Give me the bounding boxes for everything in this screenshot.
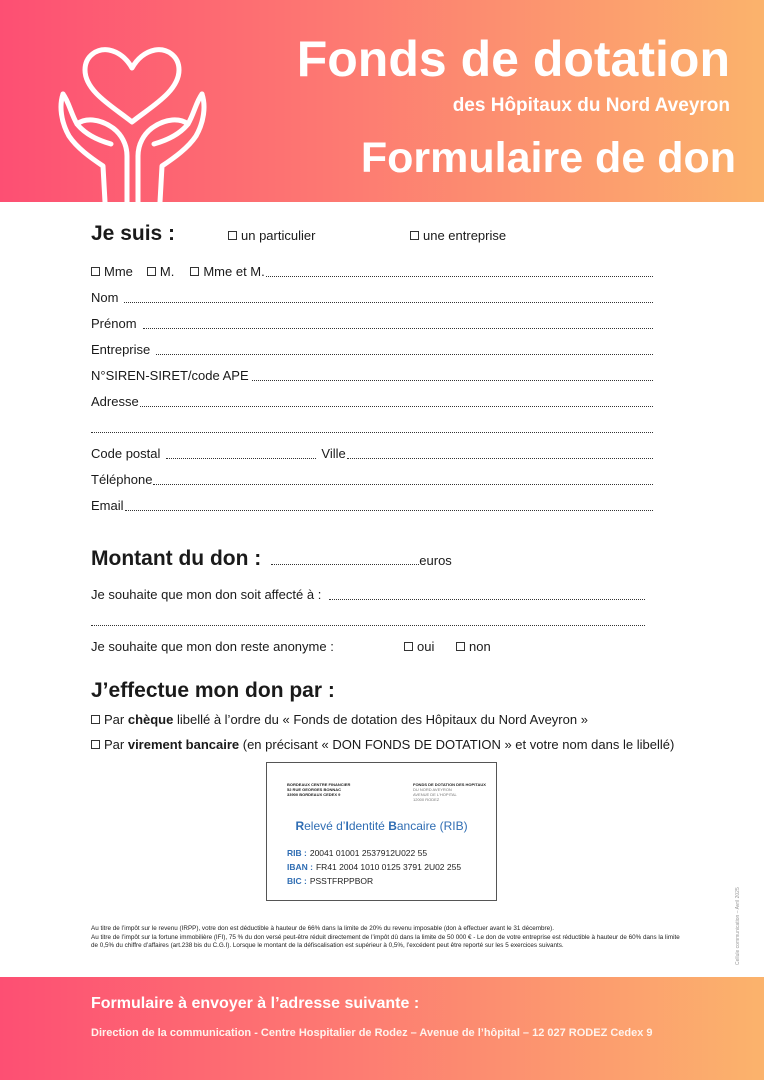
- field-label: N°SIREN-SIRET/code APE: [91, 368, 249, 383]
- option-text: (en précisant « DON FONDS DE DOTATION » et votre nom dans le libellé): [239, 737, 675, 752]
- entreprise-field[interactable]: [91, 342, 653, 358]
- amount-unit: euros: [419, 553, 452, 568]
- fill-line[interactable]: [140, 406, 653, 407]
- fill-line[interactable]: [153, 484, 653, 485]
- checkbox-label: M.: [159, 264, 175, 279]
- ville-fill-line[interactable]: [347, 458, 653, 459]
- prenom-field[interactable]: [91, 316, 653, 332]
- anonyme-label: Je souhaite que mon don reste anonyme :: [91, 639, 334, 654]
- field-label: Nom: [91, 290, 119, 305]
- checkbox-cheque[interactable]: [91, 712, 588, 728]
- checkbox-label: un particulier: [241, 228, 316, 243]
- amount-section-title: Montant du don :: [91, 547, 262, 570]
- rib-value: 20041 01001 2537912U022 55: [309, 848, 428, 858]
- checkbox-square[interactable]: [410, 231, 419, 240]
- amount-fill-line[interactable]: [271, 564, 419, 565]
- adresse-continued-field[interactable]: [91, 420, 653, 436]
- holder-address-line: FONDS DE DOTATION DES HOPITAUX: [413, 782, 486, 787]
- tax-note-irpp: Au titre de l’impôt sur le revenu (IRPP), votre don est déductible à hauteur de 66% dans la limite de 20% du revenu imposable (don à effectuer avant le 31 décembre).: [91, 925, 554, 932]
- identity-section-title: Je suis :: [91, 222, 176, 245]
- holder-address-line: DU NORD AVEYRON: [413, 787, 452, 792]
- checkbox-oui[interactable]: [404, 639, 434, 655]
- fill-line[interactable]: [91, 432, 653, 433]
- checkbox-square[interactable]: [91, 740, 100, 749]
- option-text: Par: [104, 712, 128, 727]
- checkbox-entreprise[interactable]: [410, 228, 506, 244]
- bank-address-line: 33900 BORDEAUX CEDEX 9: [287, 792, 341, 797]
- bic-row: [287, 876, 373, 886]
- checkbox-mme-et-m[interactable]: [190, 264, 264, 280]
- email-field[interactable]: [91, 498, 653, 514]
- fund-title: Fonds de dotation: [296, 31, 730, 87]
- field-label: Adresse: [91, 394, 139, 409]
- header-banner: [0, 0, 764, 202]
- fill-line[interactable]: [125, 510, 653, 511]
- checkbox-square[interactable]: [91, 267, 100, 276]
- checkbox-label: non: [469, 639, 491, 654]
- holder-address-line: 12000 RODEZ: [413, 797, 440, 802]
- checkbox-square[interactable]: [147, 267, 156, 276]
- checkbox-square[interactable]: [91, 715, 100, 724]
- checkbox-square[interactable]: [456, 642, 465, 651]
- footer-title: Formulaire à envoyer à l’adresse suivante :: [91, 995, 420, 1012]
- bic-value: PSSTFRPPBOR: [309, 876, 374, 886]
- checkbox-label: une entreprise: [423, 228, 507, 243]
- iban-row: [287, 862, 461, 872]
- holder-address-line: AVENUE DE L'HOPITAL: [413, 792, 457, 797]
- iban-label: IBAN :: [287, 862, 313, 872]
- rib-title: Relevé d’Identité Bancaire (RIB): [295, 819, 468, 833]
- rib-card: [266, 762, 497, 901]
- fill-line[interactable]: [91, 625, 645, 626]
- checkbox-label: oui: [417, 639, 435, 654]
- checkbox-square[interactable]: [228, 231, 237, 240]
- rib-number-row: [287, 848, 427, 858]
- field-label: Entreprise: [91, 342, 151, 357]
- tax-note-ifi: Au titre de l’impôt sur la fortune immobilière (IFI), 75 % du don versé peut-être réduit directement de l’impôt dû dans la limite de 50 000 € - Le don de votre entreprise est réductible à hauteur de 60% dans la limite de 0,5% du chiffre d’affaires (art.238 bis du C.G.I). Lorsque le montant de la défiscalisation est supérieur à 0,5%, l’excédent peut être reporté sur les 5 exercices suivants.: [91, 934, 680, 949]
- option-text: Par: [104, 737, 128, 752]
- amount-row: [91, 547, 471, 571]
- heart-hands-icon: [55, 44, 210, 204]
- checkbox-label: Mme: [104, 264, 133, 279]
- checkbox-non[interactable]: [456, 639, 491, 655]
- affect-field[interactable]: [91, 587, 645, 603]
- checkbox-square[interactable]: [190, 267, 199, 276]
- adresse-field[interactable]: [91, 394, 653, 410]
- fund-subtitle: des Hôpitaux du Nord Aveyron: [452, 95, 730, 116]
- affect-continued-field[interactable]: [91, 613, 645, 629]
- code-postal-ville-row: [91, 446, 653, 462]
- fill-line[interactable]: [266, 276, 653, 277]
- telephone-field[interactable]: [91, 472, 653, 488]
- option-text-bold: virement bancaire: [127, 737, 240, 752]
- option-text-bold: chèque: [127, 712, 174, 727]
- field-label: Prénom: [91, 316, 137, 331]
- footer-banner: [0, 977, 764, 1080]
- checkbox-label: Mme et M.: [203, 264, 265, 279]
- nom-field[interactable]: [91, 290, 653, 306]
- field-label: Ville: [321, 446, 346, 461]
- field-label: Téléphone: [91, 472, 153, 487]
- field-label: Je souhaite que mon don soit affecté à :: [91, 587, 322, 602]
- iban-value: FR41 2004 1010 0125 3791 2U02 255: [315, 862, 462, 872]
- form-title: Formulaire de don: [360, 134, 736, 182]
- field-label: Email: [91, 498, 124, 513]
- siren-field[interactable]: [91, 368, 653, 384]
- code-postal-fill-line[interactable]: [166, 458, 316, 459]
- checkbox-virement[interactable]: [91, 737, 674, 753]
- rib-label: RIB :: [287, 848, 307, 858]
- field-label: Code postal: [91, 446, 161, 461]
- checkbox-mme[interactable]: [91, 264, 133, 280]
- fill-line[interactable]: [329, 599, 645, 600]
- bic-label: BIC :: [287, 876, 307, 886]
- option-text: libellé à l’ordre du « Fonds de dotation des Hôpitaux du Nord Aveyron »: [173, 712, 588, 727]
- checkbox-square[interactable]: [404, 642, 413, 651]
- fill-line[interactable]: [156, 354, 653, 355]
- fill-line[interactable]: [252, 380, 653, 381]
- footer-address: Direction de la communication - Centre Hospitalier de Rodez – Avenue de l’hôpital – 12 027 RODEZ Cedex 9: [91, 1027, 653, 1039]
- fill-line[interactable]: [124, 302, 653, 303]
- vertical-credit: Cellule communication – Avril 2025: [735, 887, 741, 965]
- fill-line[interactable]: [143, 328, 653, 329]
- payment-section-title: J’effectue mon don par :: [91, 679, 335, 702]
- checkbox-particulier[interactable]: [228, 228, 315, 244]
- bank-address-line: BORDEAUX CENTRE FINANCIER: [287, 782, 351, 787]
- bank-address-line: 52 RUE GEORGES BONNAC: [287, 787, 342, 792]
- civility-row: [91, 264, 653, 280]
- checkbox-m[interactable]: [147, 264, 174, 280]
